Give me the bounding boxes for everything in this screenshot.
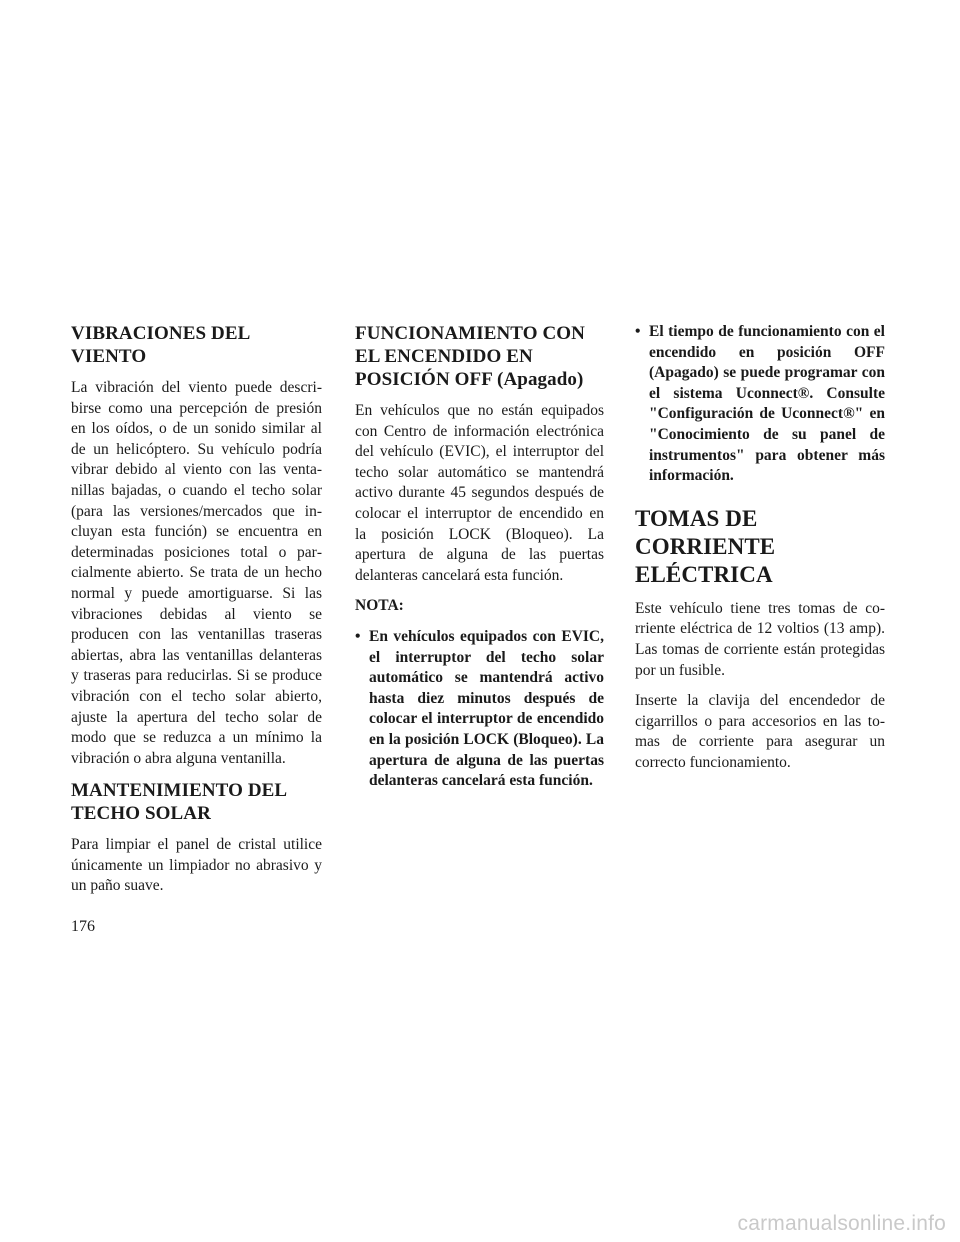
heading-vibraciones: VIBRACIONES DEL VIENTO bbox=[71, 323, 251, 367]
list-item bbox=[635, 322, 885, 487]
nota-label: NOTA: bbox=[355, 597, 404, 615]
list-item-text: En vehículos equipados con EVIC, el interruptor del techo solar automático se mantendrá activo hasta diez minutos después de colocar el interruptor de encendido en la posición LOCK (Bloqueo). La apertura de alguna de las puertas delanteras cancelará esta función. bbox=[369, 627, 604, 790]
paragraph-tomas-2: Inserte la clavija del encendedor de cigarrillos o para accesorios en las tomas de corriente para asegurar un correcto funcionamiento. bbox=[635, 692, 885, 771]
bullet-icon: • bbox=[635, 323, 641, 340]
heading-tomas: TOMAS DE CORRIENTE ELÉCTRICA bbox=[635, 505, 776, 587]
column-left bbox=[71, 322, 322, 907]
list-item bbox=[355, 627, 604, 792]
column-right bbox=[635, 322, 885, 784]
bullet-icon: • bbox=[355, 627, 361, 645]
paragraph-vibraciones: La vibración del viento puede describirse como una percepción de presión en los oídos, o de un sonido similar al de un helicóptero. Su vehículo podría vibrar debido al viento con las ventanillas bajadas, o cuando el techo solar (para las versiones/mercados que incluyan esta función) se encuentra en determinadas posiciones total o parcialmente abierto. Se trata de un hecho normal y puede amortiguarse. Si las vibraciones debidas al viento se producen con las ventanillas traseras abiertas, abra las ventanillas delanteras y traseras para reducirlas. Si se produce vibración con el techo solar abierto, ajuste la apertura del techo solar de modo que se reduzca a un mínimo la vibración o abra alguna ventanilla. bbox=[71, 379, 322, 767]
heading-mantenimiento: MANTENIMIENTO DEL TECHO SOLAR bbox=[71, 780, 288, 825]
paragraph-mantenimiento: Para limpiar el panel de cristal utilice únicamente un limpiador no abrasivo y un paño suave. bbox=[71, 836, 322, 895]
nota-list-continued bbox=[635, 322, 885, 487]
column-middle bbox=[355, 322, 604, 804]
paragraph-tomas-1: Este vehículo tiene tres tomas de corriente eléctrica de 12 voltios (13 amp). Las tomas de corriente están protegidas por un fusible. bbox=[635, 599, 885, 679]
heading-funcionamiento: FUNCIONAMIENTO CON EL ENCENDIDO EN POSICIÓN OFF (Apagado) bbox=[355, 323, 585, 390]
watermark: carmanualsonline.info bbox=[737, 1212, 946, 1235]
list-item-text: El tiempo de funcionamiento con el encendido en posición OFF (Apagado) se puede programar con el sistema Uconnect®. Consulte "Configuración de Uconnect®" en "Conocimiento de su panel de instrumentos" para obtener más información. bbox=[649, 323, 885, 485]
paragraph-funcionamiento: En vehículos que no están equipados con Centro de información electrónica del vehículo (EVIC), el interruptor del techo solar automático se mantendrá activo durante 45 segundos después de colocar el interruptor de encendido en la posición LOCK (Bloqueo). La apertura de alguna de las puertas delanteras cancelará esta función. bbox=[355, 402, 604, 584]
page-number: 176 bbox=[71, 918, 95, 935]
nota-list bbox=[355, 627, 604, 792]
